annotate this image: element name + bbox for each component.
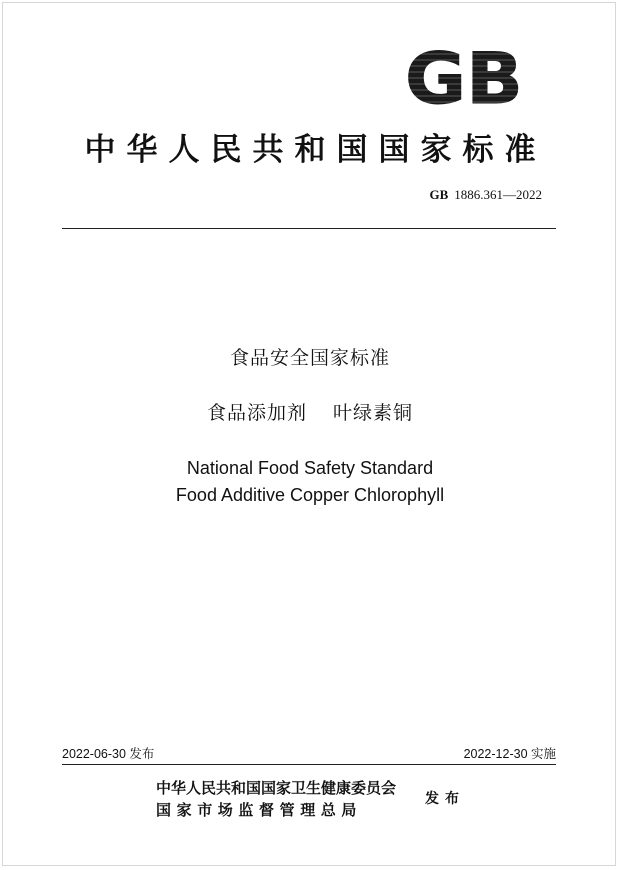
- standard-number: 1886.361—2022: [454, 187, 542, 202]
- title-cn-line2: [0, 398, 620, 425]
- title-cn-line2-part-a: 食品添加剂: [206, 402, 307, 424]
- standard-prefix: GB: [429, 187, 449, 202]
- standard-code: [429, 187, 542, 203]
- implementation-date: 2022-12-30 实施: [463, 747, 556, 761]
- country-standard-heading: 中华人民共和国国家标准: [84, 132, 547, 168]
- issuing-authorities: [156, 777, 396, 821]
- issue-date: 2022-06-30 发布: [62, 747, 155, 761]
- issuer-market-regulation: 国家市场监督管理总局: [156, 801, 363, 819]
- title-cn-line1: 食品安全国家标准: [229, 347, 390, 369]
- issuer-health-commission: 中华人民共和国国家卫生健康委员会: [156, 779, 397, 797]
- publish-label: 发布: [425, 791, 465, 807]
- title-en-line1: National Food Safety Standard: [186, 458, 434, 478]
- title-cn-line2-part-b: 叶绿素铜: [333, 402, 414, 424]
- bottom-divider: [62, 764, 556, 765]
- title-en-line2: Food Additive Copper Chlorophyll: [175, 485, 445, 505]
- gb-logo: [403, 46, 525, 112]
- top-divider: [62, 228, 556, 229]
- svg-text:GB: GB: [405, 46, 523, 112]
